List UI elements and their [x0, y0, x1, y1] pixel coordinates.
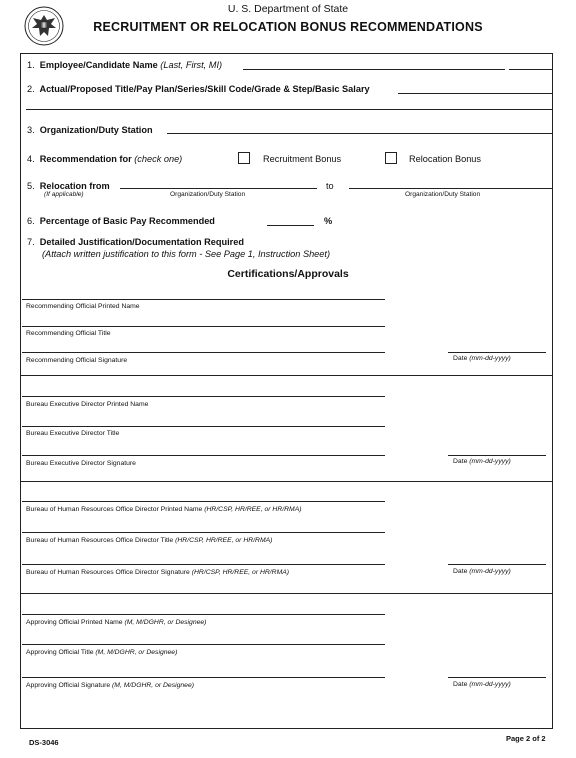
- approving-title-label: Approving Official Title (M, M/DGHR, or Designee): [26, 649, 178, 656]
- title-pay-field[interactable]: [398, 93, 552, 94]
- hr-director-date-label: Date (mm-dd-yyyy): [453, 568, 511, 575]
- exec-director-name-line[interactable]: [22, 396, 385, 397]
- item-3: 3. Organization/Duty Station: [27, 125, 153, 135]
- hr-director-date-line[interactable]: [448, 564, 546, 565]
- hr-director-name-label: Bureau of Human Resources Office Director Printed Name (HR/CSP, HR/REE, or HR/RMA): [26, 506, 302, 513]
- relocation-bonus-checkbox[interactable]: [385, 152, 397, 164]
- form-number: DS-3046: [29, 738, 59, 747]
- exec-director-title-line[interactable]: [22, 426, 385, 427]
- approving-date-line[interactable]: [448, 677, 546, 678]
- relocation-to-field[interactable]: [349, 188, 552, 189]
- percent-sign: %: [324, 216, 333, 226]
- approving-title-line[interactable]: [22, 644, 385, 645]
- percentage-field[interactable]: [267, 225, 314, 226]
- recommending-name-label: Recommending Official Printed Name: [26, 303, 140, 310]
- recommending-date-line[interactable]: [448, 352, 546, 353]
- recruitment-bonus-checkbox[interactable]: [238, 152, 250, 164]
- item-4: 4. Recommendation for (check one): [27, 154, 183, 164]
- recommending-name-line[interactable]: [22, 299, 385, 300]
- form-title: RECRUITMENT OR RELOCATION BONUS RECOMMENDATIONS: [93, 20, 483, 34]
- relocation-if-applicable: (If applicable): [44, 191, 84, 198]
- exec-director-name-label: Bureau Executive Director Printed Name: [26, 401, 149, 408]
- approving-name-line[interactable]: [22, 614, 385, 615]
- approving-signature-line[interactable]: [22, 677, 385, 678]
- exec-director-date-label: Date (mm-dd-yyyy): [453, 458, 511, 465]
- recruitment-bonus-label: Recruitment Bonus: [263, 154, 342, 164]
- department-name: U. S. Department of State: [227, 3, 349, 15]
- exec-director-signature-label: Bureau Executive Director Signature: [26, 460, 136, 467]
- page-number: Page 2 of 2: [506, 734, 546, 743]
- relocation-to-label: to: [326, 181, 334, 191]
- relocation-from-sublabel: Organization/Duty Station: [170, 191, 246, 198]
- item-2: 2. Actual/Proposed Title/Pay Plan/Series/Skill Code/Grade & Step/Basic Salary: [27, 84, 370, 94]
- item-5: 5. Relocation from: [27, 181, 110, 191]
- item-7-instruction: (Attach written justification to this form - See Page 1, Instruction Sheet): [42, 249, 331, 259]
- organization-duty-station-field[interactable]: [167, 133, 552, 134]
- hr-director-title-label: Bureau of Human Resources Office Director Title (HR/CSP, HR/REE, or HR/RMA): [26, 537, 273, 544]
- section-divider: [21, 593, 552, 594]
- item-1: 1. Employee/Candidate Name (Last, First, MI): [27, 60, 223, 70]
- title-pay-field-continued[interactable]: [26, 109, 552, 110]
- item-6: 6. Percentage of Basic Pay Recommended: [27, 216, 215, 226]
- section-divider: [21, 481, 552, 482]
- relocation-bonus-label: Relocation Bonus: [409, 154, 482, 164]
- recommending-signature-line[interactable]: [22, 352, 385, 353]
- exec-director-signature-line[interactable]: [22, 455, 385, 456]
- hr-director-title-line[interactable]: [22, 532, 385, 533]
- approving-signature-label: Approving Official Signature (M, M/DGHR, or Designee): [26, 682, 194, 689]
- hr-director-signature-line[interactable]: [22, 564, 385, 565]
- employee-mi-field[interactable]: [509, 69, 552, 70]
- exec-director-title-label: Bureau Executive Director Title: [26, 430, 120, 437]
- relocation-from-field[interactable]: [120, 188, 317, 189]
- certifications-heading: Certifications/Approvals: [227, 268, 349, 280]
- recommending-title-label: Recommending Official Title: [26, 330, 111, 337]
- employee-name-field[interactable]: [243, 69, 505, 70]
- recommending-date-label: Date (mm-dd-yyyy): [453, 355, 511, 362]
- recommending-title-line[interactable]: [22, 326, 385, 327]
- recommending-signature-label: Recommending Official Signature: [26, 357, 128, 364]
- section-divider: [21, 375, 552, 376]
- exec-director-date-line[interactable]: [448, 455, 546, 456]
- hr-director-name-line[interactable]: [22, 501, 385, 502]
- approving-date-label: Date (mm-dd-yyyy): [453, 681, 511, 688]
- hr-director-signature-label: Bureau of Human Resources Office Director Signature (HR/CSP, HR/REE, or HR/RMA): [26, 569, 290, 576]
- approving-name-label: Approving Official Printed Name (M, M/DGHR, or Designee): [26, 619, 207, 626]
- item-7: 7. Detailed Justification/Documentation Required: [27, 237, 244, 247]
- relocation-to-sublabel: Organization/Duty Station: [405, 191, 481, 198]
